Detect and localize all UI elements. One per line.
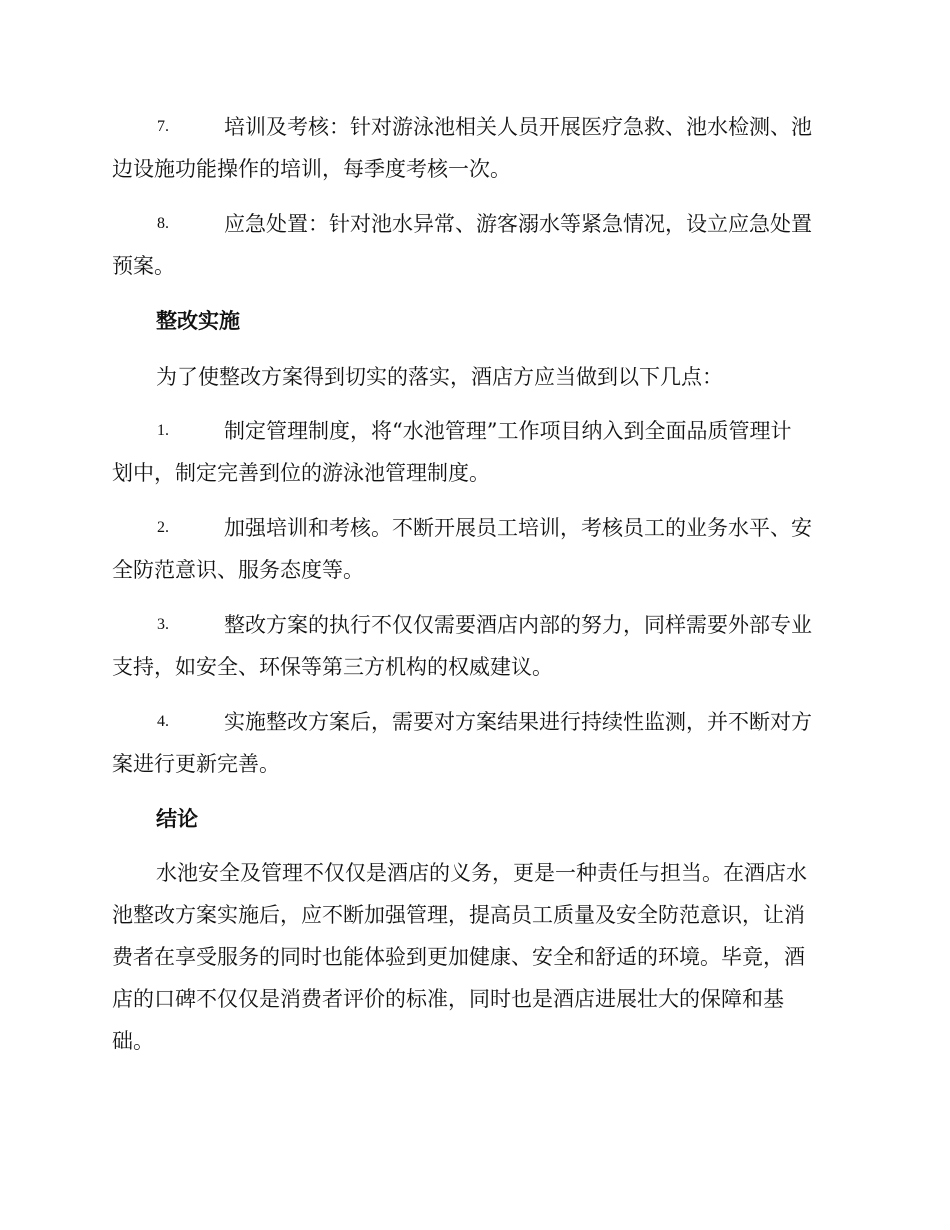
list-item-text: 预案。 bbox=[112, 254, 175, 278]
list-number: 3. bbox=[157, 616, 169, 633]
section-heading-conclusion: 结论 bbox=[156, 807, 198, 831]
list-number: 8. bbox=[157, 215, 169, 232]
conclusion-paragraph bbox=[112, 852, 834, 1062]
list-number: 1. bbox=[157, 422, 169, 439]
list-item-4 bbox=[112, 701, 834, 785]
paragraph-line: 础。 bbox=[112, 1029, 154, 1053]
intro-paragraph bbox=[112, 356, 834, 398]
paragraph-line: 店的口碑不仅仅是消费者评价的标准，同时也是酒店进展壮大的保障和基 bbox=[112, 987, 784, 1011]
list-item-2 bbox=[112, 507, 834, 591]
list-number: 7. bbox=[157, 118, 169, 135]
list-item-text: 边设施功能操作的培训，每季度考核一次。 bbox=[112, 157, 511, 181]
paragraph-line: 为了使整改方案得到切实的落实，酒店方应当做到以下几点： bbox=[156, 365, 723, 389]
list-item-1 bbox=[112, 410, 834, 494]
list-item-7 bbox=[112, 106, 834, 190]
paragraph-line: 水池安全及管理不仅仅是酒店的义务，更是一种责任与担当。在酒店水 bbox=[156, 861, 807, 885]
list-item-text: 全防范意识、服务态度等。 bbox=[112, 558, 364, 582]
list-item-text: 实施整改方案后，需要对方案结果进行持续性监测，并不断对方 bbox=[224, 710, 812, 734]
list-item-text: 划中，制定完善到位的游泳池管理制度。 bbox=[112, 461, 490, 485]
list-item-8 bbox=[112, 203, 834, 287]
list-item-text: 支持，如安全、环保等第三方机构的权威建议。 bbox=[112, 655, 553, 679]
list-item-3 bbox=[112, 604, 834, 688]
list-item-text: 案进行更新完善。 bbox=[112, 752, 280, 776]
list-item-text: 整改方案的执行不仅仅需要酒店内部的努力，同样需要外部专业 bbox=[224, 613, 812, 637]
paragraph-line: 费者在享受服务的同时也能体验到更加健康、安全和舒适的环境。毕竟，酒 bbox=[112, 945, 805, 969]
list-number: 2. bbox=[157, 519, 169, 536]
section-heading-implementation: 整改实施 bbox=[156, 309, 240, 333]
paragraph-line: 池整改方案实施后，应不断加强管理，提高员工质量及安全防范意识，让消 bbox=[112, 903, 805, 927]
list-item-text: 应急处置：针对池水异常、游客溺水等紧急情况，设立应急处置 bbox=[224, 212, 812, 236]
list-item-text: 制定管理制度，将“水池管理”工作项目纳入到全面品质管理计 bbox=[224, 419, 792, 443]
list-item-text: 培训及考核：针对游泳池相关人员开展医疗急救、池水检测、池 bbox=[224, 115, 812, 139]
list-number: 4. bbox=[157, 713, 169, 730]
list-item-text: 加强培训和考核。不断开展员工培训，考核员工的业务水平、安 bbox=[224, 516, 812, 540]
